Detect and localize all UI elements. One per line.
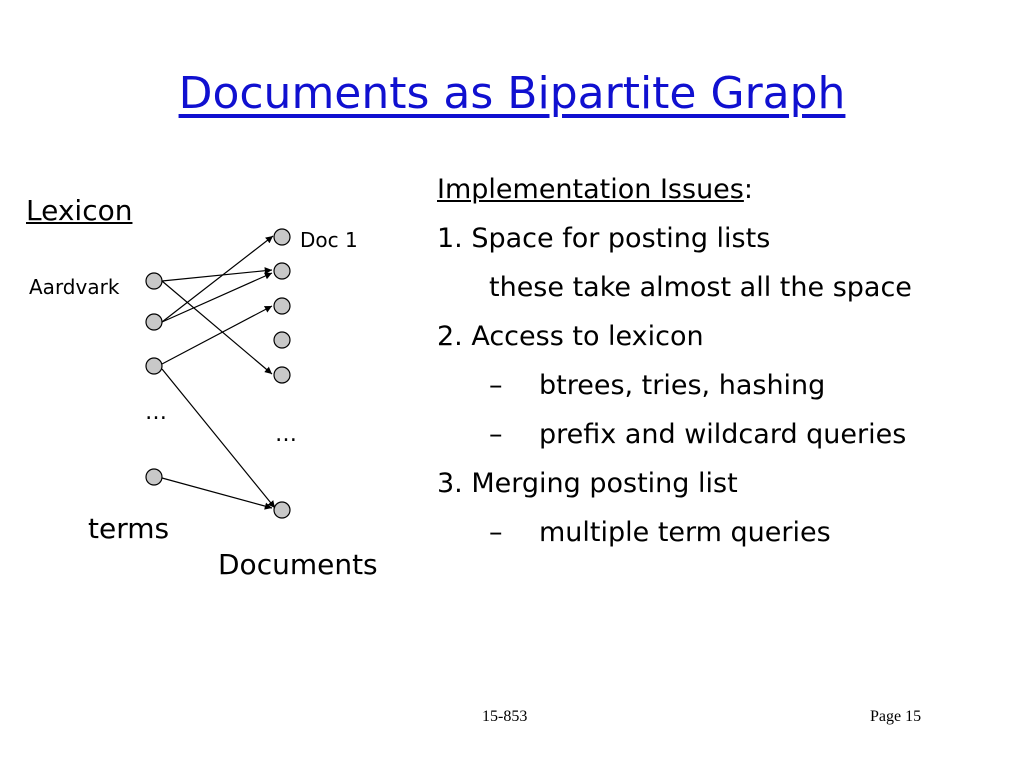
term-node xyxy=(146,358,162,374)
bullet-text: btrees, tries, hashing xyxy=(539,370,826,401)
bullet-text: multiple term queries xyxy=(539,517,831,548)
terms-ellipsis: … xyxy=(145,400,167,425)
dash-bullet: – xyxy=(489,419,503,450)
lexicon-label: Lexicon xyxy=(26,194,133,227)
term-node-aardvark xyxy=(146,273,162,289)
docs-ellipsis: … xyxy=(275,422,297,447)
issue-item-1: 1. Space for posting lists xyxy=(437,223,771,254)
edge-term3-docn xyxy=(162,369,275,508)
issue-item-3: 3. Merging posting list xyxy=(437,468,738,499)
issue-item-2: 2. Access to lexicon xyxy=(437,321,704,352)
issue-item-2-bullet-1 xyxy=(437,366,912,415)
doc-node xyxy=(274,263,290,279)
dash-bullet: – xyxy=(489,370,503,401)
doc-node xyxy=(274,332,290,348)
term-node xyxy=(146,314,162,330)
issues-heading-text: Implementation Issues xyxy=(437,174,744,205)
doc-node xyxy=(274,502,290,518)
edge-aardvark-doc5 xyxy=(162,281,272,374)
issue-item-2-bullet-2 xyxy=(437,415,912,464)
term-node xyxy=(146,469,162,485)
issue-item-1-sub: these take almost all the space xyxy=(489,272,912,303)
issues-heading-colon: : xyxy=(743,174,753,205)
doc-node xyxy=(274,367,290,383)
terms-label: terms xyxy=(88,512,170,545)
dash-bullet: – xyxy=(489,517,503,548)
doc1-label: Doc 1 xyxy=(300,228,358,252)
footer-page-number: Page 15 xyxy=(870,708,922,725)
documents-label: Documents xyxy=(218,548,378,581)
slide-title: Documents as Bipartite Graph xyxy=(178,68,846,119)
issue-item-3-bullet-1 xyxy=(437,513,912,562)
implementation-issues xyxy=(437,170,912,562)
doc-node xyxy=(274,298,290,314)
bullet-text: prefix and wildcard queries xyxy=(539,419,907,450)
footer-course: 15-853 xyxy=(482,708,528,725)
issues-heading xyxy=(437,170,912,219)
edge-term4-docn xyxy=(162,478,272,508)
doc-node-doc1 xyxy=(274,229,290,245)
aardvark-label: Aardvark xyxy=(29,275,120,299)
